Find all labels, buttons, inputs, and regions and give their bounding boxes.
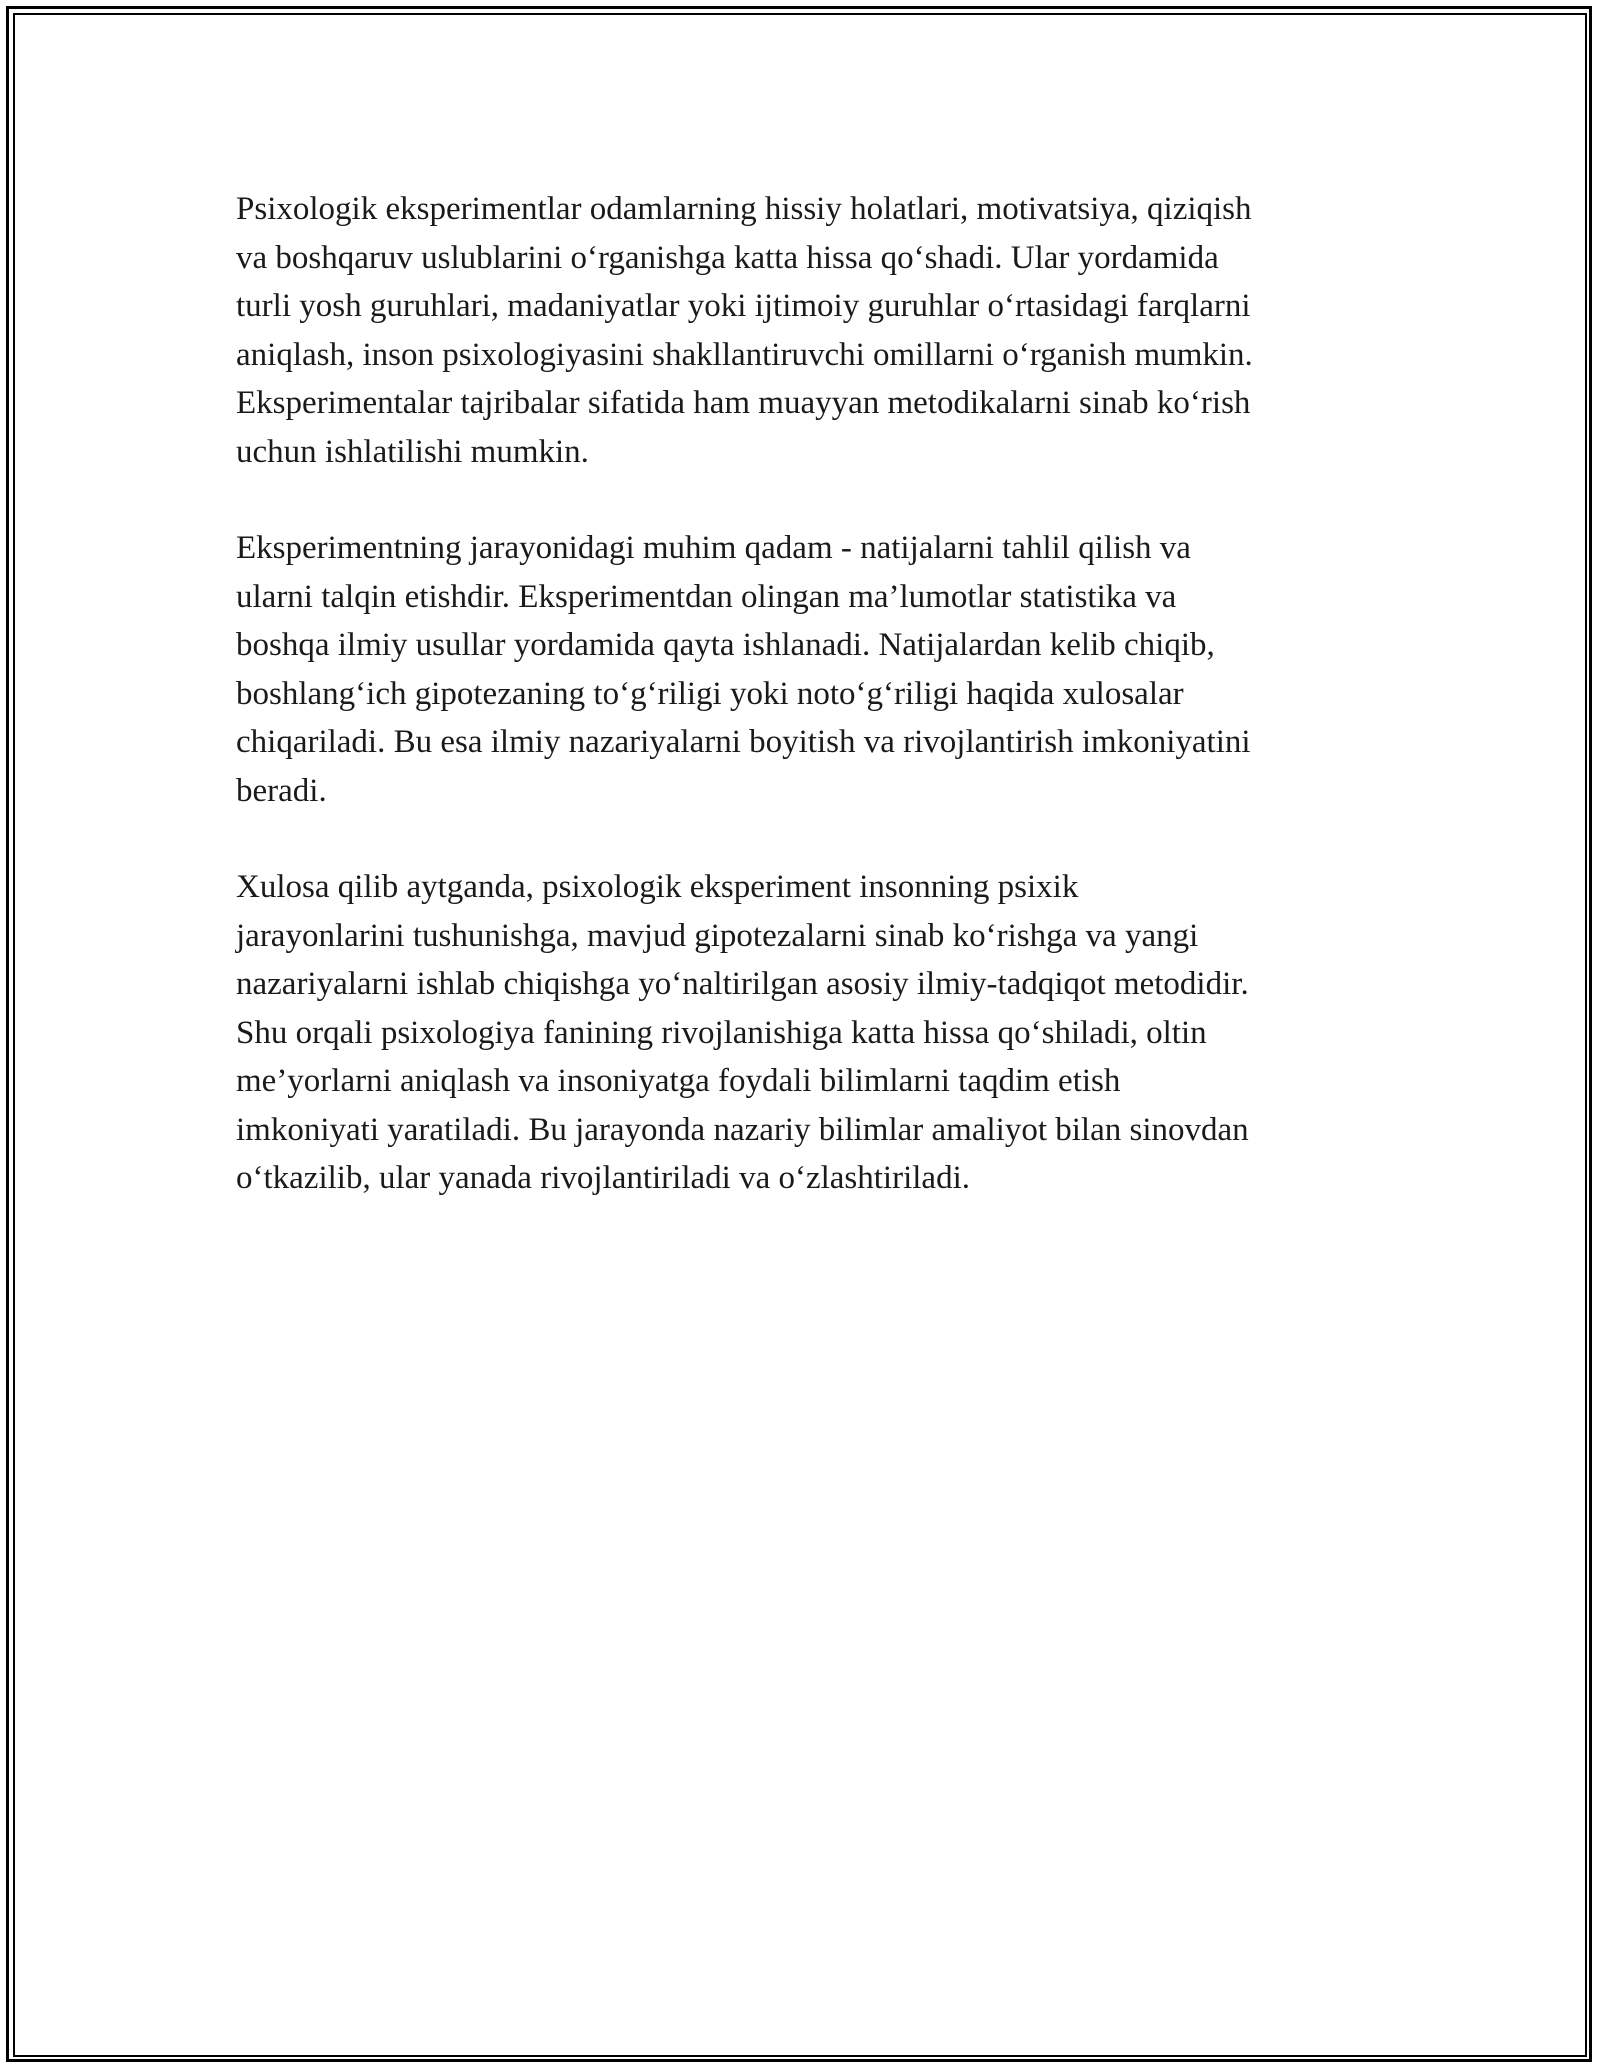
paragraph-line: nazariyalarni ishlab chiqishga yo‘naltirilgan asosiy ilmiy-tadqiqot metodidir. xyxy=(236,966,1249,1002)
paragraph-line: ularni talqin etishdir. Eksperimentdan olingan ma’lumotlar statistika va xyxy=(236,578,1177,615)
document-body xyxy=(236,185,1386,1251)
paragraph-line: boshqa ilmiy usullar yordamida qayta ishlanadi. Natijalardan kelib chiqib, xyxy=(236,627,1215,663)
paragraph-line: uchun ishlatilishi mumkin. xyxy=(236,433,589,470)
paragraph-line: turli yosh guruhlari, madaniyatlar yoki ijtimoiy guruhlar o‘rtasidagi farqlarni xyxy=(236,288,1251,324)
paragraph-line: Xulosa qilib aytganda, psixologik eksperiment insonning psixik xyxy=(236,869,1079,905)
paragraph-line: Psixologik eksperimentlar odamlarning hissiy holatlari, motivatsiya, qiziqish xyxy=(236,191,1252,227)
paragraph-line: Eksperimentalar tajribalar sifatida ham muayyan metodikalarni sinab ko‘rish xyxy=(236,385,1251,421)
paragraph-line: jarayonlarini tushunishga, mavjud gipotezalarni sinab ko‘rishga va yangi xyxy=(236,917,1199,954)
paragraph-2 xyxy=(236,524,1386,815)
paragraph-line: aniqlash, inson psixologiyasini shakllantiruvchi omillarni o‘rganish mumkin. xyxy=(236,336,1253,373)
paragraph-line: Shu orqali psixologiya fanining rivojlanishiga katta hissa qo‘shiladi, oltin xyxy=(236,1014,1207,1051)
paragraph-line: beradi. xyxy=(236,772,327,809)
paragraph-line: imkoniyati yaratiladi. Bu jarayonda nazariy bilimlar amaliyot bilan sinovdan xyxy=(236,1111,1249,1148)
paragraph-3 xyxy=(236,863,1386,1203)
paragraph-line: boshlang‘ich gipotezaning to‘g‘riligi yoki noto‘g‘riligi haqida xulosalar xyxy=(236,675,1184,712)
paragraph-line: Eksperimentning jarayonidagi muhim qadam - natijalarni tahlil qilish va xyxy=(236,530,1191,566)
paragraph-line: me’yorlarni aniqlash va insoniyatga foydali bilimlarni taqdim etish xyxy=(236,1063,1121,1099)
paragraph-line: chiqariladi. Bu esa ilmiy nazariyalarni boyitish va rivojlantirish imkoniyatini xyxy=(236,724,1251,760)
paragraph-1 xyxy=(236,185,1386,476)
paragraph-line: o‘tkazilib, ular yanada rivojlantiriladi va o‘zlashtiriladi. xyxy=(236,1160,970,1196)
paragraph-line: va boshqaruv uslublarini o‘rganishga katta hissa qo‘shadi. Ular yordamida xyxy=(236,239,1219,276)
